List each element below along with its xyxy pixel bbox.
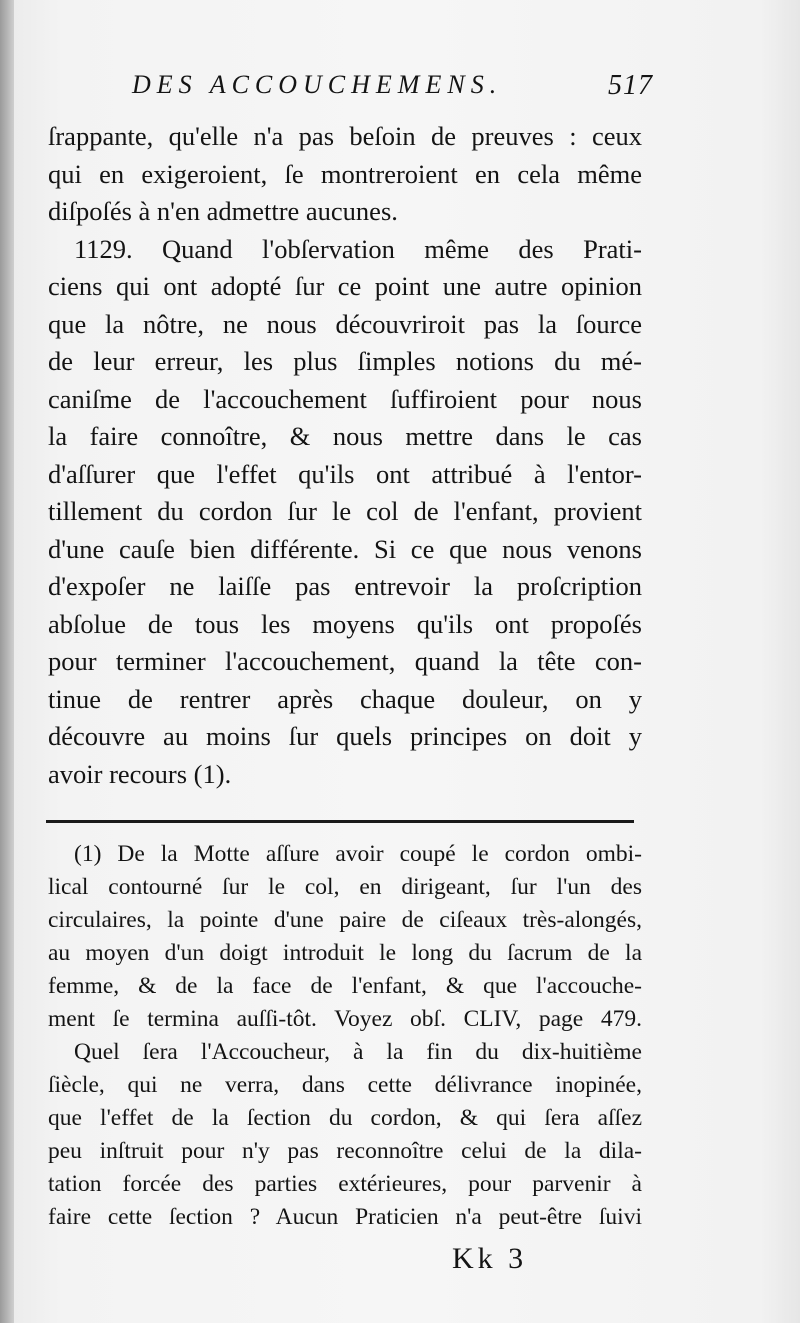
- text-line: de leur erreur, les plus ſimples notions du mé-: [48, 346, 642, 376]
- footnote-line: peu inſtruit pour n'y pas reconnoître celui de la dila-: [48, 1138, 642, 1164]
- signature-mark: Kk 3: [452, 1242, 528, 1275]
- footnote-line: circulaires, la pointe d'une paire de ciſeaux très-alongés,: [48, 907, 642, 933]
- running-head: [48, 70, 653, 114]
- text-line: d'une cauſe bien différente. Si ce que nous venons: [48, 533, 642, 564]
- footnote-line: femme, & de la face de l'enfant, & que l'accouche-: [48, 973, 642, 999]
- text-line: ciens qui ont adopté ſur ce point une autre opinion: [48, 271, 642, 301]
- text-line: abſolue de tous les moyens qu'ils ont propoſés: [48, 608, 642, 639]
- page-number: 517: [608, 70, 653, 101]
- footnote-line: ment ſe termina auſſi-tôt. Voyez obſ. CLIV, page 479.: [48, 1006, 642, 1032]
- running-title: DES ACCOUCHEMENS.: [132, 70, 503, 99]
- text-line: qui en exigeroient, ſe montreroient en cela même: [48, 158, 642, 189]
- text-line: découvre au moins ſur quels principes on doit y: [48, 721, 642, 751]
- footnote-line: au moyen d'un doigt introduit le long du ſacrum de la: [48, 940, 642, 966]
- footnote-line: (1) De la Motte aſſure avoir coupé le cordon ombi-: [74, 841, 642, 867]
- text-line: avoir recours (1).: [48, 758, 232, 789]
- footnote-separator: [46, 820, 634, 823]
- text-line: caniſme de l'accouchement ſuffiroient pour nous: [48, 383, 642, 414]
- text-line: la faire connoître, & nous mettre dans le cas: [48, 421, 642, 451]
- paragraph-start-1129: 1129. Quand l'obſervation même des Prati-: [74, 233, 642, 264]
- footnote-line: ſiècle, qui ne verra, dans cette délivrance inopinée,: [48, 1072, 642, 1098]
- text-line: ſrappante, qu'elle n'a pas beſoin de preuves : ceux: [48, 121, 642, 151]
- text-line: d'aſſurer que l'effet qu'ils ont attribué à l'entor-: [48, 458, 642, 489]
- text-line: que la nôtre, ne nous découvriroit pas la ſource: [48, 308, 642, 339]
- footnote-line: tation forcée des parties extérieures, pour parvenir à: [48, 1171, 642, 1197]
- footnote-line: lical contourné ſur le col, en dirigeant, ſur l'un des: [48, 874, 642, 900]
- text-line: tillement du cordon ſur le col de l'enfant, provient: [48, 496, 642, 526]
- footnote-line: faire cette ſection ? Aucun Praticien n'a peut-être ſuivi: [48, 1204, 642, 1230]
- footnote: [48, 838, 642, 1234]
- text-line: tinue de rentrer après chaque douleur, on y: [48, 683, 642, 714]
- text-line: diſpoſés à n'en admettre aucunes.: [48, 196, 398, 226]
- text-line: d'expoſer ne laiſſe pas entrevoir la proſcription: [48, 571, 642, 601]
- footnote-line: que l'effet de la ſection du cordon, & qui ſera aſſez: [48, 1105, 642, 1131]
- main-text: [48, 118, 642, 793]
- footnote-line: Quel ſera l'Accoucheur, à la fin du dix-huitième: [74, 1039, 642, 1065]
- text-line: pour terminer l'accouchement, quand la tête con-: [48, 646, 642, 676]
- page-spine-shadow: [0, 0, 14, 1323]
